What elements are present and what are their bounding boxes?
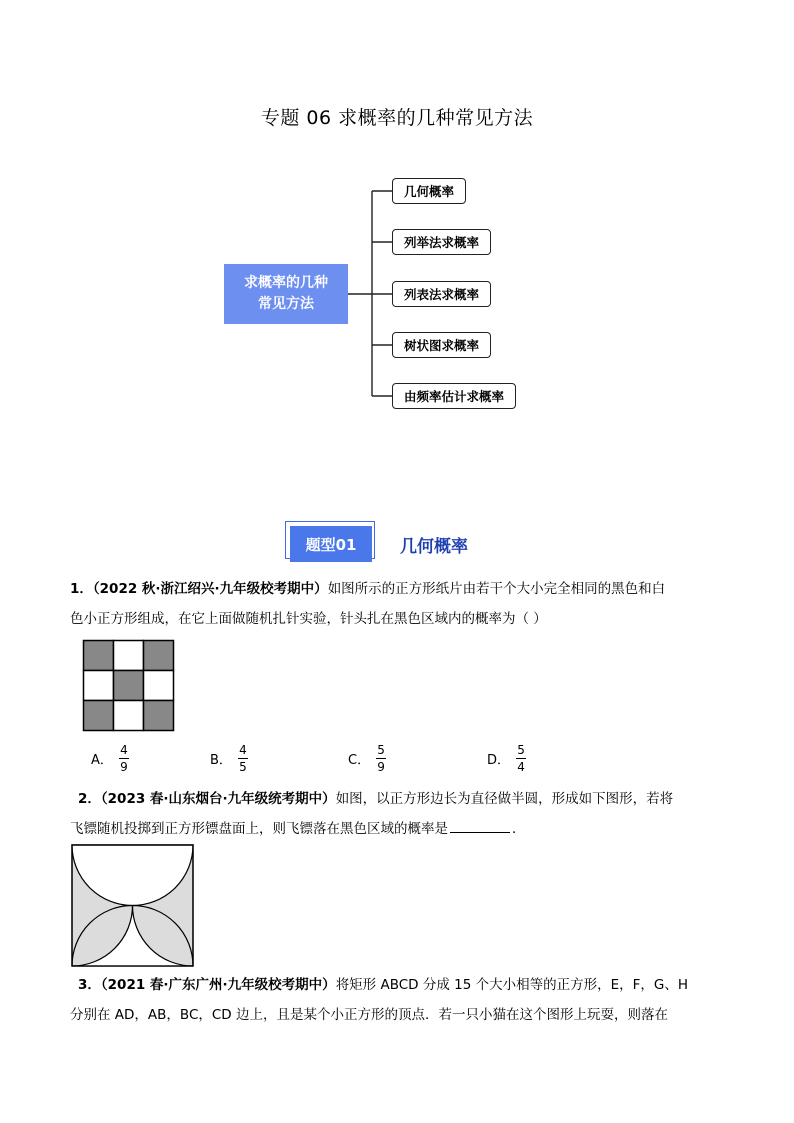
- question-3-text-b: 分别在 AD，AB，BC，CD 边上，且是某个小正方形的顶点．若一只小猫在这个图形上玩耍，则落在: [70, 1007, 668, 1023]
- question-3-source: （2021 春·广东广州·九年级校考期中）: [100, 977, 336, 993]
- fraction: $\frac{5}{9}$: [377, 743, 385, 774]
- dark-cell: [84, 641, 114, 671]
- section-badge: [285, 521, 375, 563]
- question-1-option-d[interactable]: D． $\frac{5}{4}$: [487, 743, 525, 774]
- question-2-number: 2．: [78, 791, 101, 807]
- mindmap-node-enumeration: 列举法求概率: [392, 229, 491, 255]
- question-3-text-a: 将矩形 ABCD 分成 15 个大小相等的正方形，E，F，G、H: [335, 977, 689, 993]
- question-1-text-a: 如图所示的正方形纸片由若干个大小完全相同的黑色和白: [327, 581, 666, 597]
- mindmap-root-line1: 求概率的几种: [244, 275, 328, 291]
- mindmap-node-tree: 树状图求概率: [392, 332, 491, 358]
- mindmap-root: [224, 264, 348, 324]
- dark-cell: [114, 671, 144, 701]
- section-badge-label: 题型01: [290, 526, 372, 562]
- fraction: $\frac{4}{9}$: [120, 743, 128, 774]
- section-title: 几何概率: [400, 537, 468, 557]
- question-2: 2．（2023 春·山东烟台·九年级统考期中）如图，以正方形边长为直径做半圆，形成如下图形，若将 飞镖随机投掷到正方形镖盘面上，则飞镖落在黑色区域的概率是 ．: [70, 791, 674, 837]
- page-title: 专题 06 求概率的几种常见方法: [260, 107, 534, 129]
- question-1-option-a[interactable]: A． $\frac{4}{9}$: [91, 743, 128, 774]
- white-cell: [114, 641, 144, 671]
- question-1-number: 1．: [70, 581, 93, 597]
- question-1-text-b: 色小正方形组成，在它上面做随机扎针实验，针头扎在黑色区域内的概率为（ ）: [70, 611, 547, 627]
- white-cell: [144, 671, 174, 701]
- white-cell: [84, 671, 114, 701]
- question-1: [70, 574, 700, 634]
- answer-blank[interactable]: [450, 818, 510, 833]
- question-1-option-b[interactable]: B． $\frac{4}{5}$: [210, 743, 247, 774]
- question-3-number: 3．: [78, 977, 101, 993]
- white-cell: [114, 701, 144, 731]
- fraction: $\frac{4}{5}$: [239, 743, 247, 774]
- question-3: [70, 970, 708, 1030]
- question-2-text-a: 如图，以正方形边长为直径做半圆，形成如下图形，若将: [335, 791, 674, 807]
- question-2-source: （2023 春·山东烟台·九年级统考期中）: [100, 791, 336, 807]
- question-2-semicircle-figure: [71, 844, 195, 968]
- mindmap-root-line2: 常见方法: [258, 296, 314, 312]
- question-1-source: （2022 秋·浙江绍兴·九年级校考期中）: [92, 581, 328, 597]
- question-1-checker-figure: [82, 639, 175, 732]
- mindmap-node-frequency: 由频率估计求概率: [392, 383, 516, 409]
- mindmap-node-table: 列表法求概率: [392, 281, 491, 307]
- dark-cell: [84, 701, 114, 731]
- mindmap-node-geometric: 几何概率: [392, 178, 466, 204]
- dark-cell: [144, 701, 174, 731]
- fraction: $\frac{5}{4}$: [517, 743, 525, 774]
- question-1-option-c[interactable]: C． $\frac{5}{9}$: [348, 743, 385, 774]
- dark-cell: [144, 641, 174, 671]
- question-2-text-b: 飞镖随机投掷到正方形镖盘面上，则飞镖落在黑色区域的概率是: [70, 821, 448, 837]
